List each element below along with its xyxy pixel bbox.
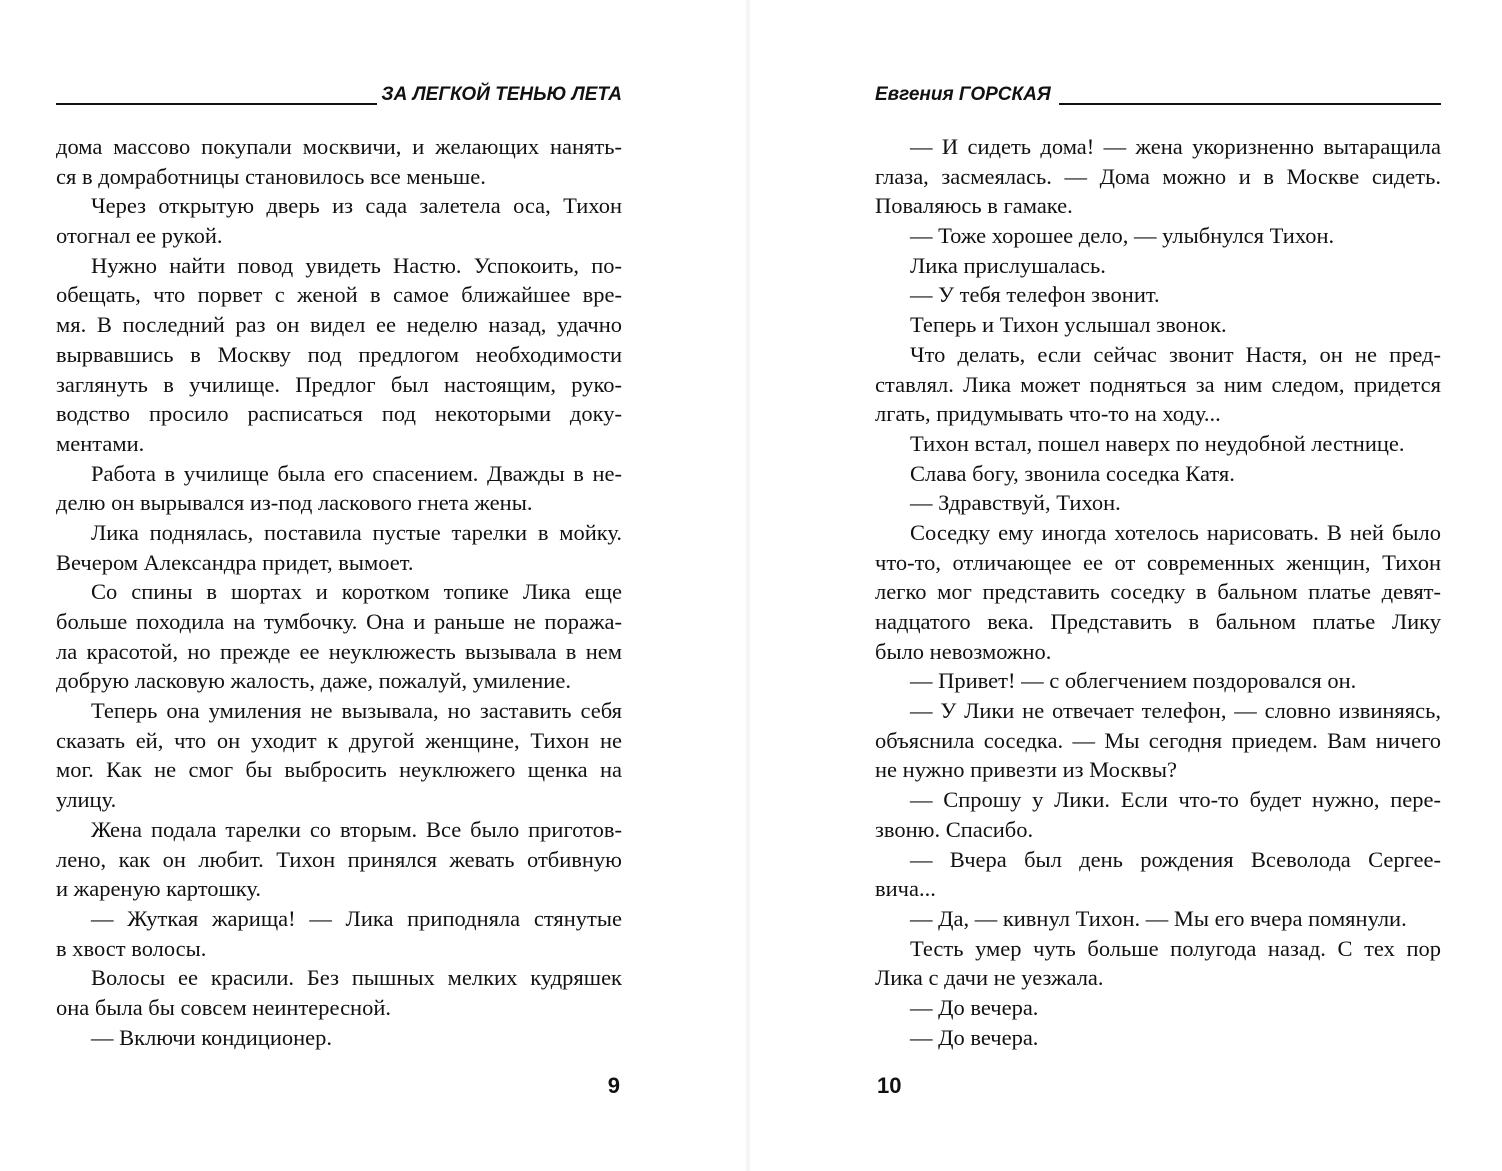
text-line: ставлял. Лика может подняться за ним следом, придется <box>875 371 1441 397</box>
text-line: заглянуть в училище. Предлог был настоящим, руко- <box>56 371 622 397</box>
text-line: дома массово покупали москвичи, и желающих нанять- <box>56 134 622 159</box>
text-line: вырвавшись в Москву под предлогом необходимости <box>56 341 622 367</box>
text-line: — Жуткая жарища! — Лика приподняла стянутые <box>91 905 622 931</box>
text-line: лено, как он любит. Тихон принялся жевать отбивную <box>56 846 622 872</box>
text-line: Теперь она умиления не вызывала, но заставить себя <box>91 698 622 724</box>
text-line: Соседку ему иногда хотелось нарисовать. В ней было <box>910 519 1441 545</box>
text-line: Работа в училище была его спасением. Дважды в не- <box>91 460 622 486</box>
text-line: Лика поднялась, поставила пустые тарелки в мойку. <box>91 519 622 545</box>
text-line: больше походила на тумбочку. Она и раньше не поража- <box>56 609 622 634</box>
text-line: мя. В последний раз он видел ее неделю назад, удачно <box>56 312 622 338</box>
text-line: Что делать, если сейчас звонит Настя, он не пред- <box>910 341 1441 367</box>
right-page-text <box>875 132 1441 1052</box>
text-line: в хвост волосы. <box>56 935 207 961</box>
left-page-text <box>56 132 622 1052</box>
text-line: не нужно привезти из Москвы? <box>875 757 1178 783</box>
text-line: глаза, засмеялась. — Дома можно и в Москве сидеть. <box>875 163 1441 189</box>
text-line: Тесть умер чуть больше полугода назад. С тех пор <box>910 935 1441 961</box>
text-line: Слава богу, звонила соседка Катя. <box>910 460 1235 486</box>
page-number: 9 <box>607 1073 620 1098</box>
text-line: ла красотой, но прежде ее неуклюжесть вызывала в нем <box>56 638 622 664</box>
text-line: она была бы совсем неинтересной. <box>56 994 392 1020</box>
text-line: легко мог представить соседку в бальном платье девят- <box>875 579 1441 605</box>
text-line: — Вчера был день рождения Всеволода Сергее- <box>910 846 1441 872</box>
text-line: было невозможно. <box>875 638 1052 664</box>
text-line: — До вечера. <box>910 994 1039 1020</box>
text-line: вича... <box>875 876 936 902</box>
text-line: улицу. <box>56 787 117 813</box>
right-page <box>875 0 1441 1171</box>
text-line: ментами. <box>56 430 145 456</box>
text-line: отогнал ее рукой. <box>56 223 223 249</box>
text-line: объяснила соседка. — Мы сегодня приедем. Вам ничего <box>875 727 1441 753</box>
text-line: — И сидеть дома! — жена укоризненно вытаращила <box>910 134 1441 159</box>
text-line: обещать, что порвет с женой в самое ближайшее вре- <box>56 282 622 308</box>
text-line: добрую ласковую жалость, даже, пожалуй, умиление. <box>56 668 571 694</box>
text-line: — Здравствуй, Тихон. <box>910 490 1121 516</box>
text-line: ся в домработницы становилось все меньше. <box>56 163 486 189</box>
header-rule <box>1059 103 1441 105</box>
text-line: что-то, отличающее ее от современных женщин, Тихон <box>875 549 1441 575</box>
text-line: Лика прислушалась. <box>910 252 1106 278</box>
text-line: Лика с дачи не уезжала. <box>875 965 1104 991</box>
text-line: Вечером Александра придет, вымоет. <box>56 549 414 575</box>
text-line: звоню. Спасибо. <box>875 816 1034 842</box>
text-line: — До вечера. <box>910 1024 1039 1050</box>
text-line: — Тоже хорошее дело, — улыбнулся Тихон. <box>910 223 1335 249</box>
text-line: Со спины в шортах и коротком топике Лика еще <box>91 579 622 605</box>
text-line: сказать ей, что он уходит к другой женщине, Тихон не <box>56 727 622 753</box>
text-line: водство просило расписаться под некоторыми доку- <box>56 401 622 427</box>
text-line: надцатого века. Представить в бальном платье Лику <box>875 609 1441 634</box>
text-line: и жареную картошку. <box>56 876 262 902</box>
text-line: — У Лики не отвечает телефон, — словно извиняясь, <box>910 698 1441 724</box>
text-line: — У тебя телефон звонит. <box>910 282 1160 308</box>
text-line: — Включи кондиционер. <box>91 1024 333 1050</box>
text-line: — Привет! — с облегчением поздоровался он. <box>910 668 1357 694</box>
page-number: 10 <box>877 1073 902 1098</box>
header-title: ЗА ЛЕГКОЙ ТЕНЬЮ ЛЕТА <box>381 84 622 105</box>
text-line: мог. Как не смог бы выбросить неуклюжего щенка на <box>56 757 622 783</box>
text-line: лгать, придумывать что-то на ходу... <box>875 401 1221 427</box>
book-spine <box>745 0 751 1171</box>
header-rule <box>56 103 377 105</box>
text-line: — Да, — кивнул Тихон. — Мы его вчера помянули. <box>910 905 1407 931</box>
text-line: Волосы ее красили. Без пышных мелких кудряшек <box>91 965 622 991</box>
text-line: Поваляюсь в гамаке. <box>875 193 1073 219</box>
text-line: — Спрошу у Лики. Если что-то будет нужно, пере- <box>910 787 1441 813</box>
text-line: делю он вырывался из-под ласкового гнета жены. <box>56 490 533 516</box>
text-line: Тихон встал, пошел наверх по неудобной лестнице. <box>910 430 1405 456</box>
text-line: Через открытую дверь из сада залетела оса, Тихон <box>91 193 622 219</box>
text-line: Нужно найти повод увидеть Настю. Успокоить, по- <box>91 252 622 278</box>
left-page <box>56 0 622 1171</box>
text-line: Жена подала тарелки со вторым. Все было приготов- <box>91 816 622 842</box>
header-author: Евгения ГОРСКАЯ <box>875 84 1051 105</box>
text-line: Теперь и Тихон услышал звонок. <box>910 312 1227 338</box>
running-header-left <box>56 82 622 108</box>
running-header-right <box>875 82 1441 108</box>
